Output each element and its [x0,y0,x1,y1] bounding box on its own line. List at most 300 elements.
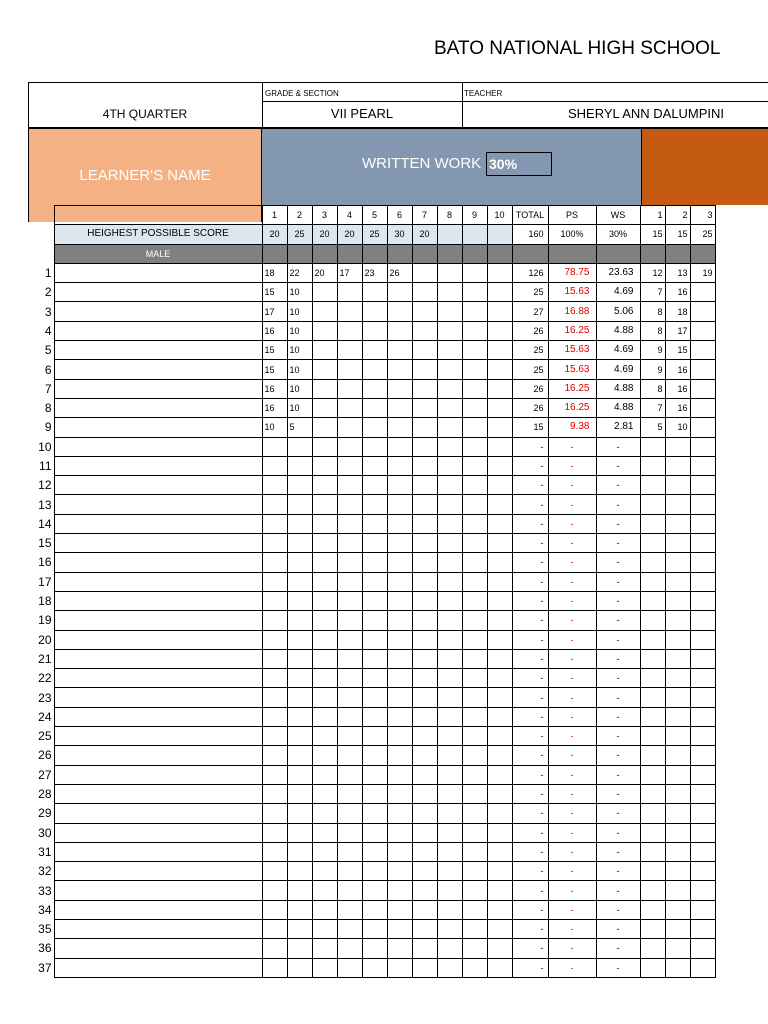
ww-score-cell [437,553,462,572]
ww-score-cell [412,804,437,823]
ww-score-cell [312,553,337,572]
ww-score-cell [437,707,462,726]
pt-score-cell [690,862,715,881]
ww-score-cell [462,534,487,553]
male-row-fill [337,244,362,263]
ww-score-cell [487,630,512,649]
ww-score-cell [312,881,337,900]
pt-score-cell [665,900,690,919]
ww-score-cell [487,823,512,842]
ww-column-header: 5 [362,206,387,225]
ww-score-cell [312,611,337,630]
pt-score-cell [690,341,715,360]
ww-score-cell [337,341,362,360]
pt-score-cell [640,534,665,553]
learner-name-cell [54,418,262,437]
ww-ws-cell: - [596,958,640,977]
ww-score-cell [287,688,312,707]
ww-score-cell [487,553,512,572]
pt-score-cell [665,572,690,591]
row-number: 27 [38,767,52,782]
ww-score-cell [312,630,337,649]
ww-score-cell [462,495,487,514]
ww-score-cell [462,746,487,765]
ww-ps-cell: - [548,534,596,553]
ww-score-cell [362,804,387,823]
pt-score-cell [640,881,665,900]
pt-score-cell [665,534,690,553]
ww-score-cell [262,630,287,649]
row-number: 14 [38,516,52,531]
pt-score-cell [640,649,665,668]
learner-name-cell [54,437,262,456]
ww-score-cell [487,939,512,958]
row-number-blank [28,225,54,244]
ww-score-cell [262,881,287,900]
ww-score-cell [287,553,312,572]
hps-score: 20 [262,225,287,244]
ww-score-cell [437,456,462,475]
ww-score-cell [412,707,437,726]
ww-score-cell [437,881,462,900]
pt-score-cell [665,765,690,784]
learner-name-cell [54,591,262,610]
ww-score-cell [362,765,387,784]
pt-column-header: 2 [665,206,690,225]
ww-score-cell [487,958,512,977]
ww-score-cell [287,495,312,514]
ww-ps-cell: - [548,572,596,591]
ww-ps-cell: 16.25 [548,321,596,340]
ww-score-cell [312,379,337,398]
ww-score-cell [412,688,437,707]
ww-score-cell [412,784,437,803]
row-number: 30 [38,825,52,840]
ww-ps-cell: - [548,495,596,514]
ww-ws-cell: 4.88 [596,321,640,340]
ww-score-cell [312,572,337,591]
ww-score-cell: 22 [287,263,312,282]
ww-score-cell [462,437,487,456]
ww-score-cell [262,958,287,977]
ww-score-cell [262,649,287,668]
ww-score-cell: 16 [262,379,287,398]
ww-total-cell: - [512,862,548,881]
learner-row [28,919,715,938]
learner-name-cell [54,842,262,861]
male-row-fill [640,244,665,263]
ww-score-cell [362,321,387,340]
ww-score-cell [362,534,387,553]
ww-score-cell [437,379,462,398]
ww-score-cell [262,707,287,726]
ww-score-cell [412,823,437,842]
pt-score-cell: 15 [665,341,690,360]
learner-row [28,591,715,610]
ww-score-cell [387,669,412,688]
learner-row [28,939,715,958]
ww-score-cell [387,302,412,321]
learner-name-cell [54,611,262,630]
ww-ps-cell: - [548,939,596,958]
pt-column-header: 1 [640,206,665,225]
ww-score-cell [437,919,462,938]
pt-score-cell: 7 [640,398,665,417]
performance-task-header [642,129,768,205]
male-row-fill [362,244,387,263]
pt-score-cell [640,862,665,881]
ww-score-cell [462,591,487,610]
ww-score-cell [387,321,412,340]
ww-ps-cell: - [548,919,596,938]
learner-name-cell [54,688,262,707]
ww-score-cell [487,746,512,765]
learner-row [28,823,715,842]
row-number: 9 [44,420,52,435]
ww-score-cell [462,514,487,533]
ww-score-cell [437,572,462,591]
ww-score-cell [462,302,487,321]
ww-score-cell [387,553,412,572]
row-number: 2 [44,285,52,300]
learner-name-cell [54,958,262,977]
pt-score-cell [640,900,665,919]
ww-score-cell [412,553,437,572]
ww-score-cell [387,611,412,630]
pt-score-cell [640,476,665,495]
ww-score-cell [462,398,487,417]
ww-ws-cell: - [596,591,640,610]
learner-row [28,862,715,881]
ww-score-cell [412,611,437,630]
ww-total-header: TOTAL [512,206,548,225]
ww-score-cell [287,591,312,610]
ww-score-cell [337,958,362,977]
learner-row [28,611,715,630]
ww-score-cell [437,418,462,437]
ww-ps-cell: - [548,611,596,630]
ww-ps-cell: - [548,514,596,533]
ww-total-cell: 26 [512,398,548,417]
ww-score-cell [337,746,362,765]
hps-score [487,225,512,244]
ww-score-cell [437,669,462,688]
ww-score-cell [487,476,512,495]
male-section-row [28,244,715,263]
pt-score-cell: 18 [665,302,690,321]
ww-score-cell [312,707,337,726]
row-number: 31 [38,844,52,859]
ww-score-cell [412,881,437,900]
learner-row [28,534,715,553]
ww-total-cell: - [512,900,548,919]
ww-score-cell [437,958,462,977]
ww-score-cell [362,669,387,688]
ww-score-cell [262,688,287,707]
ww-ps-cell: - [548,958,596,977]
row-number: 20 [38,632,52,647]
ww-ws-cell: 4.88 [596,379,640,398]
pt-score-cell: 8 [640,321,665,340]
ww-ps-cell: - [548,553,596,572]
ww-score-cell [387,842,412,861]
ww-score-cell [337,283,362,302]
ww-score-cell [337,495,362,514]
ww-total-cell: - [512,534,548,553]
pt-score-cell [640,919,665,938]
ww-total-cell: - [512,495,548,514]
ww-ws-cell: - [596,881,640,900]
ww-column-header: 7 [412,206,437,225]
learner-name-cell [54,206,262,225]
ww-ps-cell: 15.63 [548,341,596,360]
ww-score-cell [287,939,312,958]
ww-ws-cell: 4.69 [596,283,640,302]
row-number: 33 [38,883,52,898]
ww-score-cell [362,688,387,707]
ww-score-cell [262,591,287,610]
row-number: 8 [44,401,52,416]
ww-score-cell [362,418,387,437]
row-number: 12 [38,478,52,493]
ww-score-cell [462,611,487,630]
ww-total-cell: - [512,476,548,495]
highest-possible-score-row [28,225,715,244]
pt-score-cell: 9 [640,360,665,379]
learner-row [28,495,715,514]
ww-ps-cell: - [548,862,596,881]
ww-score-cell [412,900,437,919]
ww-score-cell [362,630,387,649]
ww-score-cell [362,360,387,379]
pt-score-cell [665,495,690,514]
ww-score-cell [387,958,412,977]
pt-score-cell [640,727,665,746]
ww-score-cell [362,302,387,321]
ww-ps-cell: 15.63 [548,283,596,302]
ww-score-cell [312,456,337,475]
ww-score-cell [337,939,362,958]
ww-score-cell [337,804,362,823]
ww-score-cell [487,263,512,282]
ww-score-cell [487,456,512,475]
ww-score-cell: 10 [287,321,312,340]
ww-score-cell [387,534,412,553]
ww-score-cell [312,765,337,784]
ww-score-cell [387,900,412,919]
ww-score-cell [362,379,387,398]
pt-score-cell [690,611,715,630]
ww-score-cell [387,688,412,707]
ww-score-cell [412,939,437,958]
hps-score: 20 [412,225,437,244]
ww-score-cell [362,649,387,668]
ww-score-cell [462,630,487,649]
row-number: 6 [44,362,52,377]
ww-score-cell [387,591,412,610]
male-row-fill [596,244,640,263]
ww-score-cell [412,341,437,360]
ww-score-cell [362,437,387,456]
male-row-fill [665,244,690,263]
ww-ws-cell: - [596,804,640,823]
ww-score-cell [362,881,387,900]
ww-score-cell [312,437,337,456]
ww-score-cell [387,881,412,900]
ww-score-cell [387,630,412,649]
ww-score-cell [287,746,312,765]
ww-score-cell: 10 [262,418,287,437]
ww-ws-cell: - [596,514,640,533]
ww-score-cell [262,456,287,475]
ww-total-cell: - [512,649,548,668]
ww-score-cell: 15 [262,360,287,379]
pt-score-cell [640,456,665,475]
ww-score-cell [387,823,412,842]
ww-total-cell: 25 [512,283,548,302]
learner-name-cell [54,727,262,746]
pt-score-cell [665,514,690,533]
ww-ws-cell: - [596,727,640,746]
hps-ws: 30% [596,225,640,244]
ww-score-cell [262,746,287,765]
learner-name-cell [54,456,262,475]
learner-row [28,842,715,861]
hps-score: 30 [387,225,412,244]
ww-score-cell [287,765,312,784]
hps-label: HEIGHEST POSSIBLE SCORE [54,225,262,244]
ww-score-cell [412,514,437,533]
pt-score-cell [640,707,665,726]
ww-score-cell [312,688,337,707]
ww-score-cell [487,707,512,726]
ww-score-cell [262,495,287,514]
pt-score-cell [690,553,715,572]
ww-score-cell [287,669,312,688]
pt-score-cell [690,688,715,707]
ww-score-cell [387,283,412,302]
ww-score-cell [437,495,462,514]
pt-score-cell [640,804,665,823]
ww-score-cell [287,823,312,842]
ww-score-cell [412,534,437,553]
ww-total-cell: - [512,746,548,765]
ww-ws-cell: 4.88 [596,398,640,417]
ww-column-header: 8 [437,206,462,225]
ww-total-cell: - [512,881,548,900]
hps-total: 160 [512,225,548,244]
ww-score-cell: 10 [287,398,312,417]
teacher-label: TEACHER [464,89,503,98]
grade-table [28,205,716,978]
ww-ps-cell: - [548,823,596,842]
row-number: 26 [38,748,52,763]
learner-row [28,263,715,282]
learner-name-cell [54,823,262,842]
ww-score-cell: 10 [287,379,312,398]
ww-score-cell: 16 [262,398,287,417]
learner-name-cell [54,360,262,379]
ww-score-cell [287,630,312,649]
pt-score-cell [690,514,715,533]
ww-score-cell: 5 [287,418,312,437]
ww-score-cell [337,649,362,668]
ww-score-cell [362,553,387,572]
pt-score-cell: 13 [665,263,690,282]
pt-score-cell [640,495,665,514]
ww-total-cell: 126 [512,263,548,282]
ww-score-cell [462,804,487,823]
ww-score-cell [337,919,362,938]
ww-total-cell: - [512,784,548,803]
ww-ws-cell: - [596,456,640,475]
ww-score-cell [412,302,437,321]
ww-score-cell [412,398,437,417]
school-name: BATO NATIONAL HIGH SCHOOL [434,38,721,59]
ww-score-cell [287,958,312,977]
learner-row [28,302,715,321]
ww-score-cell [437,688,462,707]
ww-score-cell [437,804,462,823]
ww-score-cell [312,727,337,746]
ww-score-cell [387,476,412,495]
row-number: 24 [38,709,52,724]
learner-row [28,437,715,456]
learner-row [28,765,715,784]
learner-name-cell [54,341,262,360]
pt-score-cell [690,302,715,321]
pt-score-cell: 19 [690,263,715,282]
pt-score-cell [640,630,665,649]
ww-score-cell [262,784,287,803]
ww-score-cell [437,823,462,842]
ww-score-cell [362,900,387,919]
ww-score-cell [487,919,512,938]
ww-ws-cell: - [596,842,640,861]
pt-score-cell [690,900,715,919]
ww-score-cell [412,572,437,591]
pt-score-cell: 8 [640,302,665,321]
pt-score-cell [690,283,715,302]
ww-score-cell [487,591,512,610]
ww-ws-cell: - [596,784,640,803]
ww-score-cell [387,746,412,765]
pt-score-cell [640,591,665,610]
pt-score-cell [690,939,715,958]
ww-score-cell [362,476,387,495]
ww-score-cell: 15 [262,283,287,302]
learner-name-cell [54,939,262,958]
ww-score-cell [337,437,362,456]
ww-score-cell [462,341,487,360]
hps-pt-score: 15 [640,225,665,244]
ww-score-cell [437,784,462,803]
pt-score-cell: 8 [640,379,665,398]
ww-score-cell [312,360,337,379]
ww-score-cell [462,572,487,591]
ww-score-cell [387,784,412,803]
grade-section-value: VII PEARL [330,106,394,121]
ww-ws-cell: 23.63 [596,263,640,282]
ww-score-cell [337,476,362,495]
ww-score-cell [462,784,487,803]
ww-ws-cell: - [596,707,640,726]
ww-score-cell [487,360,512,379]
ww-total-cell: - [512,688,548,707]
learner-row [28,514,715,533]
learner-name-cell [54,283,262,302]
ww-ws-cell: - [596,572,640,591]
